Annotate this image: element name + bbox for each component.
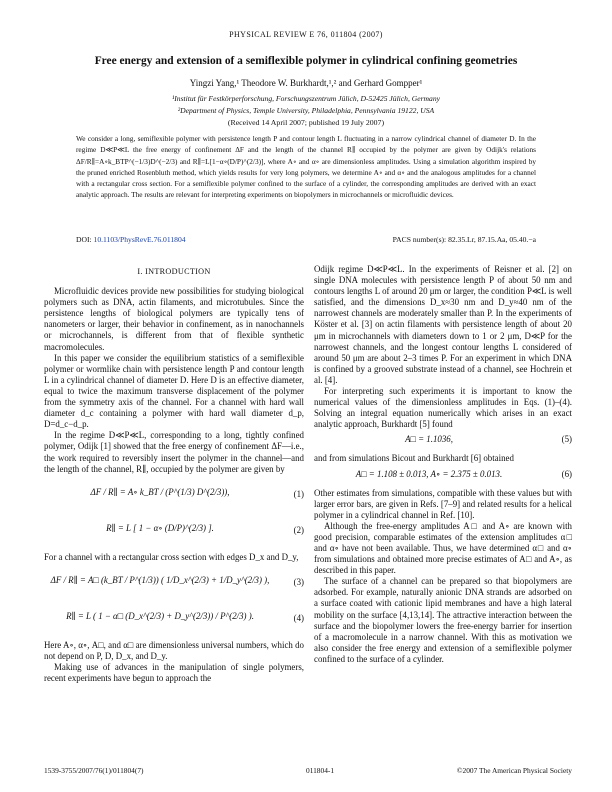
left-column bbox=[44, 262, 304, 684]
doi-link[interactable]: 10.1103/PhysRevE.76.011804 bbox=[93, 235, 186, 244]
paragraph: The surface of a channel can be prepared so that biopolymers are adsorbed. For example, naturally anionic DNA strands are adsorbed on a surface coated with cationic lipid membranes and have a high lateral mobility on the surface [4,13,14]. The attractive interaction between the surface and the biopolymer lowers the free-energy barrier for insertion of a macromolecule in a narrow channel. With this as motivation we also consider the free energy and extension of a semiflexible polymer confined to the surface of a cylinder. bbox=[314, 576, 572, 664]
paragraph: In this paper we consider the equilibrium statistics of a semiflexible polymer or wormlike chain with persistence length P and contour length L in a cylindrical channel of diameter D. Here D is an effective diameter, equal to twice the maximum transverse displacement of the polymer from the symmetry axis of the channel. For a channel with hard wall diameter d_c containing a polymer with hard wall diameter d_p, D=d_c−d_p. bbox=[44, 352, 304, 430]
equation-body: ΔF / R∥ = A∘ k_BT / (P^(1/3) D^(2/3)), bbox=[90, 486, 230, 497]
equation-6 bbox=[314, 468, 572, 484]
equation-5 bbox=[314, 433, 572, 449]
equation-body: A□ = 1.1036, bbox=[405, 434, 453, 445]
equation-body: A□ = 1.108 ± 0.013, A∘ = 2.375 ± 0.013. bbox=[355, 468, 503, 479]
paragraph: For a channel with a rectangular cross section with edges D_x and D_y, bbox=[44, 551, 299, 562]
paragraph: Here A∘, α∘, A□, and α□ are dimensionless universal numbers, which do not depend on P, D, D_x, and D_y. bbox=[44, 639, 304, 661]
page-number: 011804-1 bbox=[306, 766, 335, 775]
equation-body: R∥ = L [ 1 − α∘ (D/P)^(2/3) ]. bbox=[106, 522, 214, 533]
affiliation-1: ¹Institut für Festkörperforschung, Forschungszentrum Jülich, D-52425 Jülich, Germany bbox=[171, 94, 441, 103]
copyright: ©2007 The American Physical Society bbox=[456, 766, 572, 775]
section-heading: I. INTRODUCTION bbox=[137, 267, 211, 276]
paragraph: and from simulations Bicout and Burkhardt [6] obtained bbox=[314, 453, 514, 464]
pacs-numbers: PACS number(s): 82.35.Lr, 87.15.Aa, 05.40.−a bbox=[392, 235, 536, 244]
equation-body: ΔF / R∥ = A□ (k_BT / P^(1/3)) ( 1/D_x^(2/3) + 1/D_y^(2/3) ), bbox=[50, 574, 270, 585]
equation-number: (4) bbox=[293, 612, 304, 623]
paper-title: Free energy and extension of a semiflexible polymer in cylindrical confining geometries bbox=[94, 55, 518, 67]
author-list: Yingzi Yang,¹ Theodore W. Burkhardt,¹,² and Gerhard Gompper¹ bbox=[189, 78, 423, 88]
equation-number: (5) bbox=[561, 434, 572, 445]
running-head: PHYSICAL REVIEW E 76, 011804 (2007) bbox=[229, 30, 383, 39]
issn-code: 1539-3755/2007/76(1)/011804(7) bbox=[44, 766, 144, 775]
paragraph: Microfluidic devices provide new possibilities for studying biological polymers such as DNA, actin filaments, and microtubules. Since the persistence lengths of biological polymers are typically tens of nanometers or larger, their behavior in confinement, as in nanochannels or microchannels, is different from that of flexible synthetic macromolecules. bbox=[44, 286, 304, 352]
paragraph: For interpreting such experiments it is important to know the numerical values of the dimensionless amplitudes in Eqs. (1)–(4). Solving an integral equation numerically which arises in an exact analytic approach, Burkhardt [5] found bbox=[314, 386, 572, 430]
affiliation-2: ²Department of Physics, Temple University, Philadelphia, Pennsylvania 19122, USA bbox=[177, 106, 435, 115]
equation-number: (1) bbox=[293, 488, 304, 499]
equation-number: (6) bbox=[561, 468, 572, 479]
doi-label: DOI: bbox=[76, 235, 94, 244]
paragraph: Odijk regime D≪P≪L. In the experiments of Reisner et al. [2] on single DNA molecules with persistence length P of about 50 nm and contours lengths L of around 20 μm or larger, the condition P≪L is well satisfied, and the dimensions D_x≈30 nm and D_y≈40 nm of the narrowest channels are moderately smaller than P. In the experiments of Köster et al. [3] on actin filaments with persistence length of about 20 μm in microchannels with diameters down to 1 or 2 μm, D≪P for the narrowest channels, and the longest contour lengths L considered of around 50 μm are about 2–3 times P. For an experiment in which DNA is confined by a grooved substrate instead of a channel, see Hochrein et al. [4]. bbox=[314, 264, 572, 385]
paragraph: Making use of advances in the manipulation of single polymers, recent experiments have begun to approach the bbox=[44, 661, 304, 684]
right-column bbox=[314, 264, 572, 665]
doi bbox=[76, 235, 186, 244]
paragraph: In the regime D≪P≪L, corresponding to a long, tightly confined polymer, Odijk [1] showed that the free energy of confinement ΔF—i.e., the work required to reversibly insert the polymer in the channel—and the length of the channel, R∥, occupied by the polymer are given by bbox=[44, 430, 304, 474]
equation-number: (3) bbox=[293, 576, 304, 587]
paragraph: Although the free-energy amplitudes A□ and A∘ are known with good precision, comparable estimates of the extension amplitudes α□ and α∘ have not been available. Thus, we have determined α□ and α∘ from simulations and obtained more precise estimates of A□ and A∘, as described in this paper. bbox=[314, 520, 572, 576]
paragraph: Other estimates from simulations, compatible with these values but with larger error bars, are given in Refs. [7–9] and related results for a helical polymer in a cylindrical channel in Ref. [10]. bbox=[314, 487, 572, 520]
equation-1 bbox=[44, 480, 304, 510]
equation-2 bbox=[44, 516, 304, 546]
equation-number: (2) bbox=[293, 524, 304, 535]
abstract: We consider a long, semiflexible polymer with persistence length P and contour length L fluctuating in a narrow cylindrical channel of diameter D. In the regime D≪P≪L the free energy of confinement ΔF and the length of the channel R∥ occupied by the polymer are given by Odijk's relations ΔF/R∥=A∘k_BTP^(−1/3)D^(−2/3) and R∥=L[1−α∘(D/P)^(2/3)], where A∘ and α∘ are dimensionless amplitudes. Using a simulation algorithm inspired by the pruned enriched Rosenbluth method, which yields results for very long polymers, we determine A∘ and α∘ and the analogous amplitudes for a channel with a rectangular cross section. For a semiflexible polymer confined to the surface of a cylinder, the corresponding amplitudes are derived with an exact analytic approach. The results are relevant for interpreting experiments on biopolymers in microchannels or microfluidic devices. bbox=[76, 134, 536, 200]
equation-4 bbox=[44, 604, 304, 634]
received-dates: (Received 14 April 2007; published 19 July 2007) bbox=[227, 118, 385, 127]
equation-3 bbox=[44, 568, 304, 598]
equation-body: R∥ = L ( 1 − α□ (D_x^(2/3) + D_y^(2/3)) / P^(2/3) ). bbox=[66, 610, 254, 621]
